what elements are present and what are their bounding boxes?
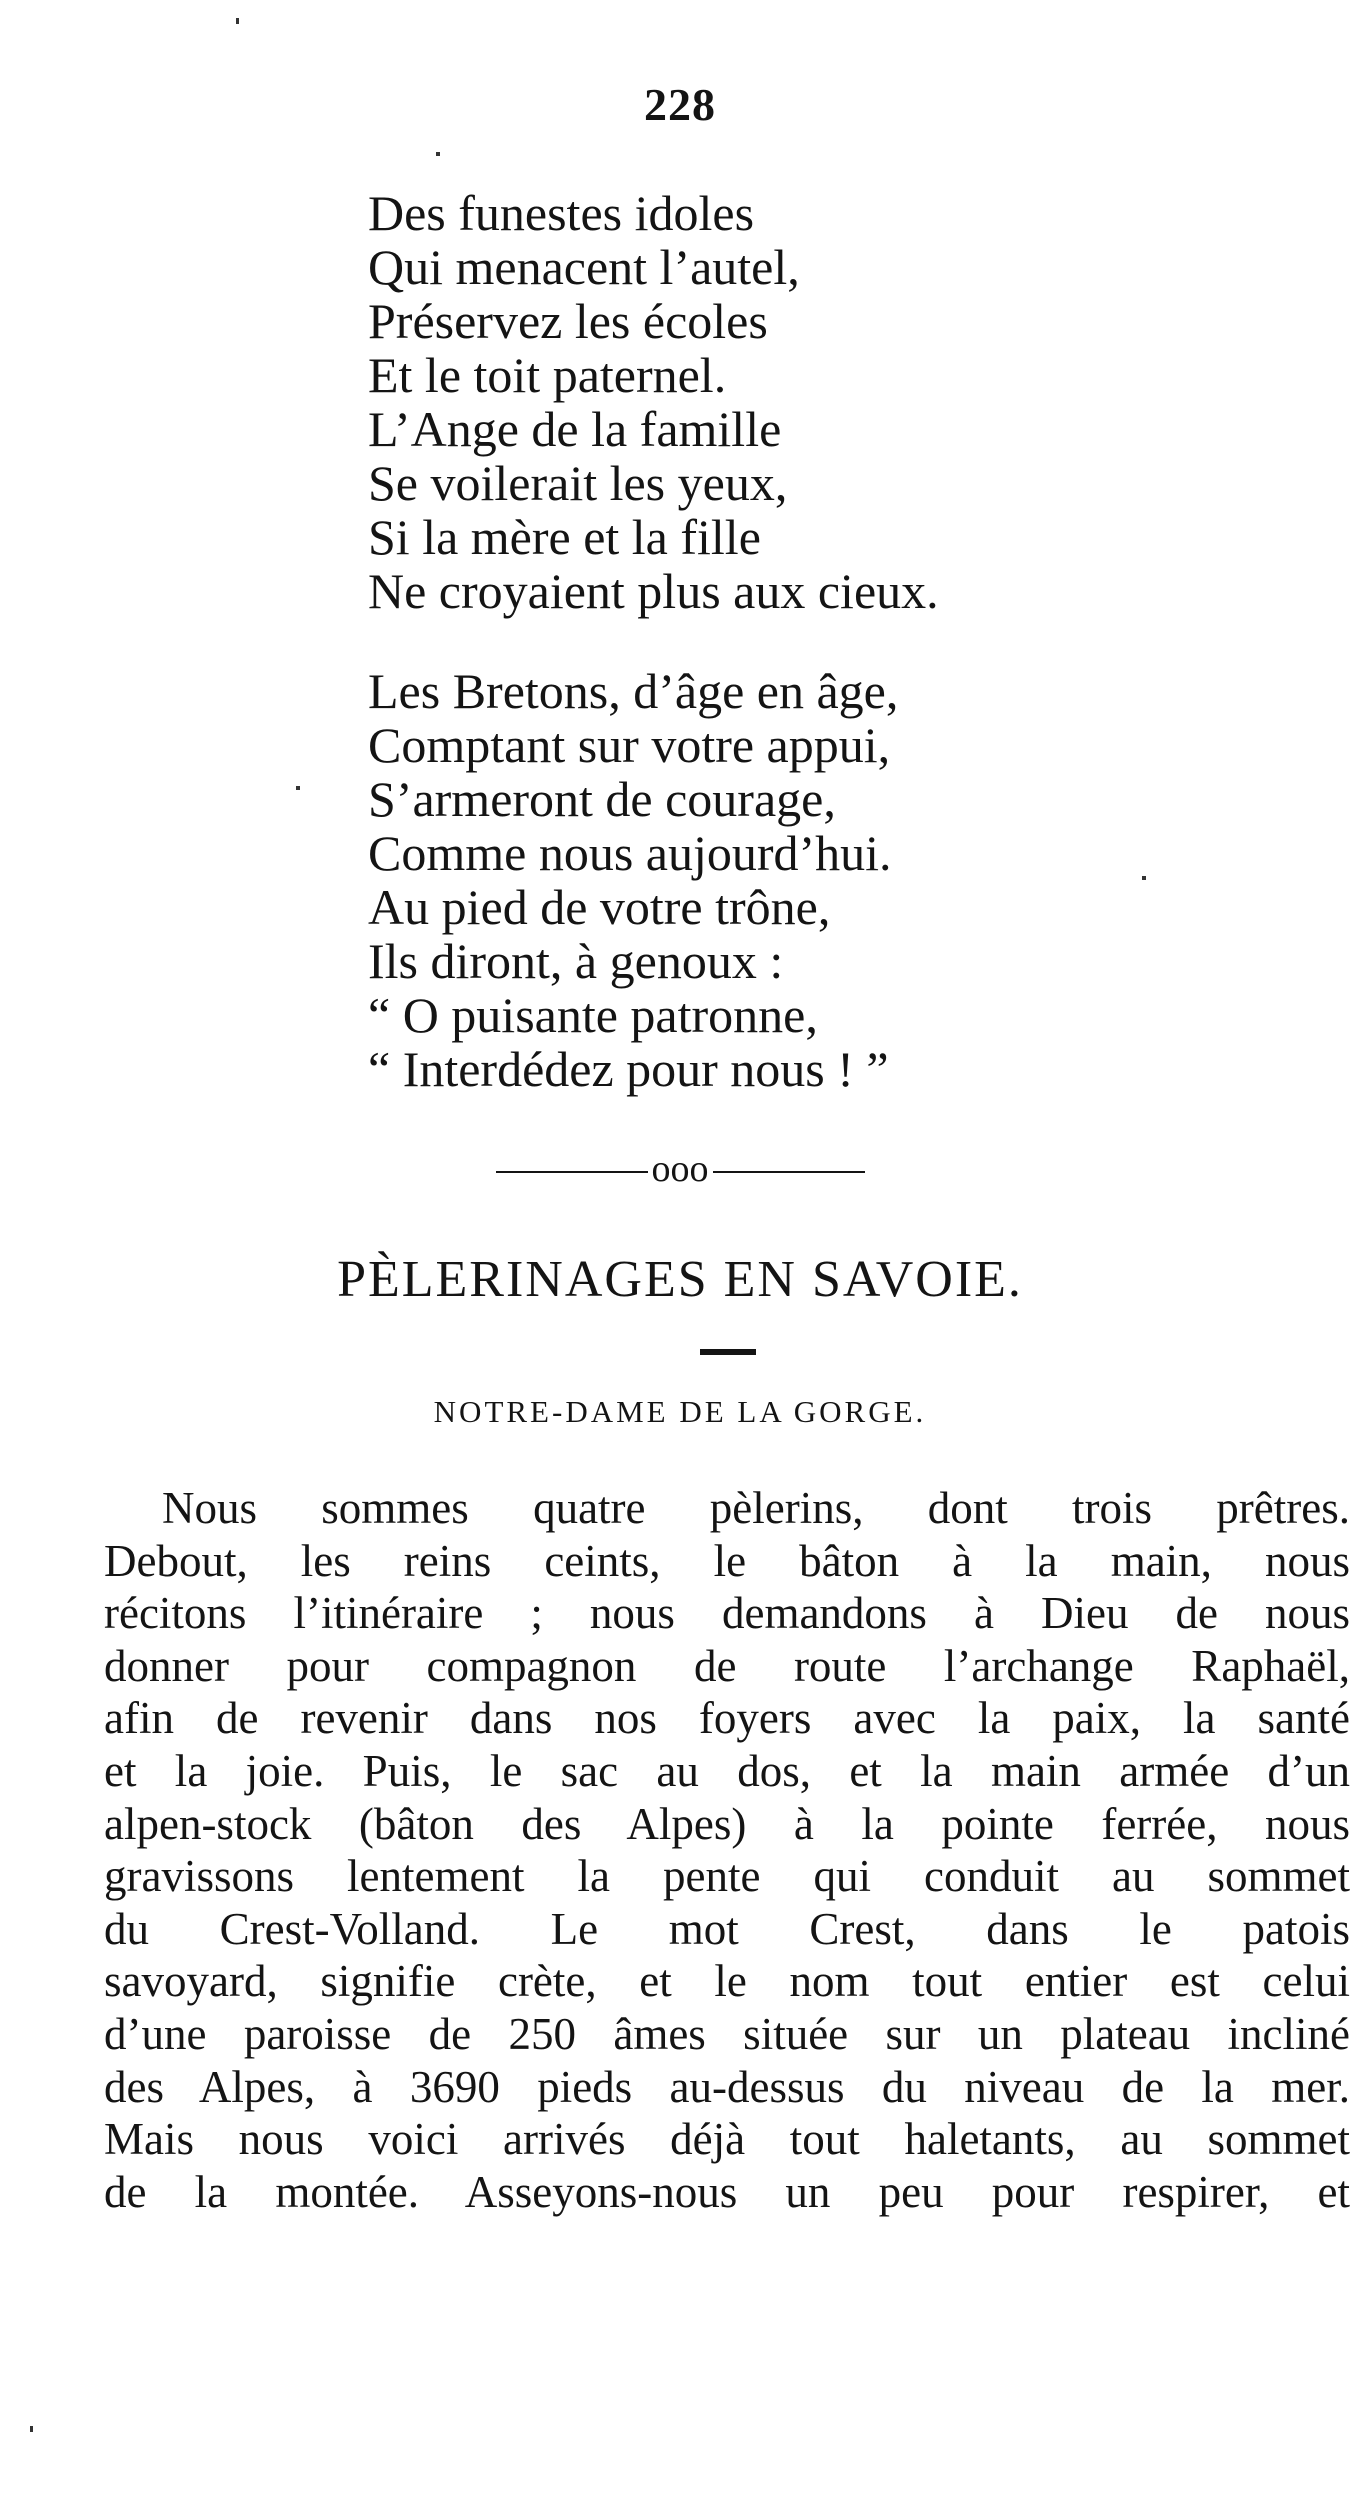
poem-line: Et le toit paternel. xyxy=(368,347,727,403)
prose-line: alpen-stock (bâton des Alpes) à la pointe ferrée, nous xyxy=(104,1798,1350,1849)
prose-line: d’une paroisse de 250 âmes située sur un plateau incliné xyxy=(104,2008,1350,2059)
title-rule xyxy=(700,1349,756,1355)
poem-line: “ O puisante patronne, xyxy=(368,987,818,1043)
poem-line: Les Bretons, d’âge en âge, xyxy=(368,663,899,719)
section-separator xyxy=(0,1147,1360,1191)
prose-line: des Alpes, à 3690 pieds au-dessus du niveau de la mer. xyxy=(104,2061,1350,2112)
poem-line: L’Ange de la famille xyxy=(368,401,782,457)
poem-line: Des funestes idoles xyxy=(368,185,755,241)
poem-stanza-2 xyxy=(368,664,898,1096)
prose-line: Debout, les reins ceints, le bâton à la main, nous xyxy=(104,1535,1350,1586)
poem-stanza-1 xyxy=(368,186,939,618)
prose-line: afin de revenir dans nos foyers avec la paix, la santé xyxy=(104,1693,1350,1744)
scan-speck xyxy=(30,2426,33,2432)
poem-line: Ils diront, à genoux : xyxy=(368,933,784,989)
poem-line: Comptant sur votre appui, xyxy=(368,717,891,773)
prose-line: de la montée. Asseyons-nous un peu pour respirer, et xyxy=(104,2166,1350,2217)
scan-speck xyxy=(436,152,440,156)
prose-line: Nous sommes quatre pèlerins, dont trois prêtres. xyxy=(162,1483,1350,1533)
scan-speck xyxy=(296,786,300,790)
prose-line: savoyard, signifie crète, et le nom tout entier est celui xyxy=(104,1956,1350,2007)
section-title: PÈLERINAGES EN SAVOIE. xyxy=(337,1251,1023,1308)
prose-line: du Crest-Volland. Le mot Crest, dans le patois xyxy=(104,1903,1350,1954)
poem-line: Comme nous aujourd’hui. xyxy=(368,825,892,881)
separator-rule-left xyxy=(496,1171,648,1173)
prose-line: gravissons lentement la pente qui conduit au sommet xyxy=(104,1851,1350,1902)
page-number: 228 xyxy=(644,79,716,130)
poem-line: Préservez les écoles xyxy=(368,293,768,349)
section-subtitle: NOTRE-DAME DE LA GORGE. xyxy=(433,1394,927,1429)
prose-line: donner pour compagnon de route l’archange Raphaël, xyxy=(104,1640,1350,1691)
scan-speck xyxy=(236,18,239,24)
poem-line: Si la mère et la fille xyxy=(368,509,761,565)
poem-line: Qui menacent l’autel, xyxy=(368,239,800,295)
poem-line: S’armeront de courage, xyxy=(368,771,836,827)
poem-line: Ne croyaient plus aux cieux. xyxy=(368,563,939,619)
poem-line: “ Interdédez pour nous ! ” xyxy=(368,1041,889,1097)
prose-line: et la joie. Puis, le sac au dos, et la main armée d’un xyxy=(104,1745,1350,1796)
poem-line: Se voilerait les yeux, xyxy=(368,455,788,511)
prose-line: récitons l’itinéraire ; nous demandons à Dieu de nous xyxy=(104,1588,1350,1639)
scan-speck xyxy=(1142,876,1146,880)
prose-paragraph xyxy=(104,1482,1350,2218)
separator-text: ooo xyxy=(651,1148,709,1190)
separator-rule-right xyxy=(713,1171,865,1173)
poem-line: Au pied de votre trône, xyxy=(368,879,831,935)
prose-line: Mais nous voici arrivés déjà tout haletants, au sommet xyxy=(104,2114,1350,2165)
